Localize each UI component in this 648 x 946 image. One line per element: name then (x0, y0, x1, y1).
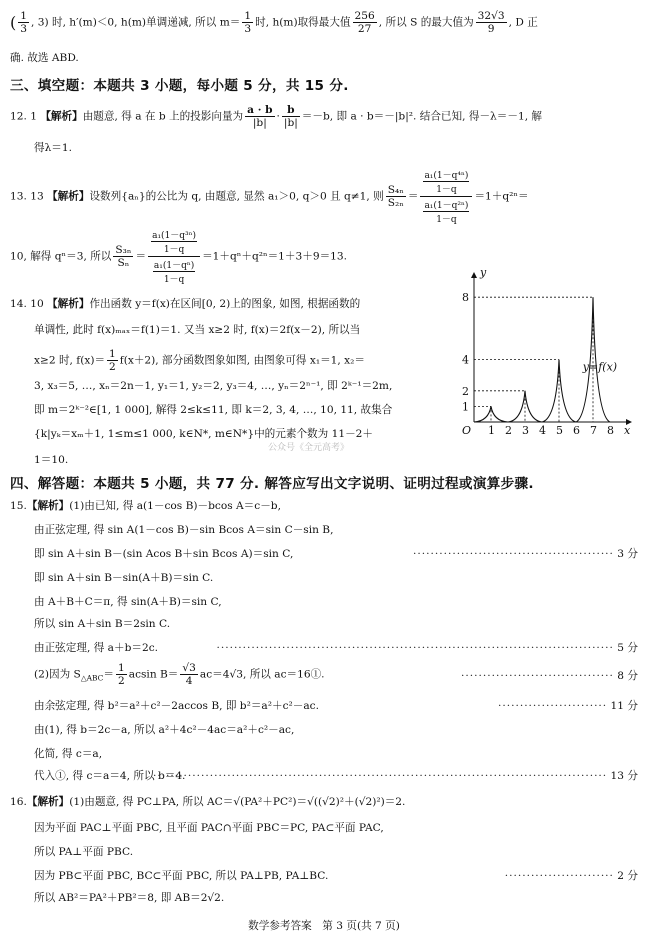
x-tick-label: 1 (488, 424, 495, 437)
section-3-title: 三、填空题：本题共 3 小题，每小题 5 分，共 15 分. (10, 78, 349, 94)
q15-line-11: 化简, 得 c＝a, (34, 748, 103, 760)
q16-line-4: 因为 PB⊂平面 PBC, BC⊂平面 PBC, 所以 PA⊥PB, PA⊥BC. (34, 870, 329, 882)
q15-score-11: ························· 11 分 (497, 700, 638, 712)
page-footer: 数学参考答案 第 3 页(共 7 页) (248, 920, 400, 932)
y-tick-label: 8 (462, 291, 469, 305)
top-line-2: 确. 故选 ABD. (10, 52, 79, 64)
y-tick-label: 1 (462, 400, 469, 414)
x-tick-label: 6 (573, 424, 580, 437)
q14-line-3: x≥2 时, f(x)＝ $\frac{1}{2}$ f(x＋2), 部分函数图象如图, 由图象可得 x₁＝1, x₂＝ (34, 348, 365, 373)
q15-line-2: 由正弦定理, 得 sin A(1－cos B)－sin Bcos A＝sin C－sin B, (34, 524, 334, 536)
q15-score-5: ··························································································· 5 分 (216, 642, 638, 654)
q15-line-12: 代入①, 得 c＝a＝4, 所以 b＝4. (34, 770, 186, 782)
q12-line-2: 得λ＝1. (34, 142, 73, 154)
x-tick-label: 3 (522, 424, 529, 437)
origin-label: O (462, 424, 472, 437)
q12-line-1: 12. 1 【解析】由题意, 得 a 在 b 上的投影向量为 $\frac{a \cdot b}{|b|}$ · $\frac{b}{|b|}$ ＝－b, 即 a · b＝－|b|². 结合已知, 得－λ＝－1, 解 (10, 104, 543, 129)
x-tick-label: 7 (590, 424, 597, 437)
q15-line-5: 由 A＋B＋C＝π, 得 sin(A＋B)＝sin C, (34, 596, 222, 608)
function-graph (452, 264, 644, 442)
x-tick-label: 8 (607, 424, 614, 437)
q14-line-6: {k|yₖ＝xₘ＋1, 1≤m≤1 000, k∈N*, m∈N*}中的元素个数为 11－2＋ (34, 428, 373, 440)
q15-line-9: 由余弦定理, 得 b²＝a²＋c²－2accos B, 即 b²＝a²＋c²－ac. (34, 700, 319, 712)
q15-line-1: 15.【解析】(1)由已知, 得 a(1－cos B)－bcos A＝c－b, (10, 500, 281, 512)
q15-line-10: 由(1), 得 b＝2c－a, 所以 a²＋4c²－4ac＝a²＋c²－ac, (34, 724, 295, 736)
q15-line-6: 所以 sin A＋sin B＝2sin C. (34, 618, 171, 630)
q14-line-4: 3, x₃＝5, …, xₙ＝2n－1, y₁＝1, y₂＝2, y₃＝4, …, yₙ＝2ⁿ⁻¹, 即 2ᵏ⁻¹＝2m, (34, 380, 393, 392)
q15-line-3: 即 sin A＋sin B－(sin Acos B＋sin Bcos A)＝sin C, (34, 548, 294, 560)
y-tick-label: 4 (462, 353, 469, 367)
q15-line-8: (2)因为 $S_{\triangle ABC}=$ $\frac{1}{2}$ acsin B＝ $\frac{√3}{4}$ ac＝4√3, 所以 ac＝16①. (34, 662, 325, 687)
q16-line-5: 所以 AB²＝PA²＋PB²＝8, 即 AB＝2√2. (34, 892, 225, 904)
q15-score-13: ········································································································ 13 分 (152, 770, 638, 782)
q16-line-2: 因为平面 PAC⊥平面 PBC, 且平面 PAC∩平面 PBC＝PC, PA⊂平面 PAC, (34, 822, 384, 834)
q15-score-8: ··································· 8 分 (461, 670, 638, 682)
q16-score-2: ························· 2 分 (504, 870, 638, 882)
top-line-1: ( $\frac{1}{3}$ , 3) 时, h′(m)＜0, h(m)单调递减, 所以 m＝ $\frac{1}{3}$ 时, h(m)取得最大值 $\frac{256}{27}$ , 所以 S 的最大值为 $\frac{32√3}{9}$ , D 正 (10, 10, 538, 35)
q14-line-2: 单调性, 此时 f(x)ₘₐₓ＝f(1)＝1. 又当 x≥2 时, f(x)＝2f(x－2), 所以当 (34, 324, 361, 336)
section-4-title: 四、解答题：本题共 5 小题，共 77 分. 解答应写出文字说明、证明过程或演算步骤. (10, 476, 534, 492)
q16-line-1: 16.【解析】(1)由题意, 得 PC⊥PA, 所以 AC＝√(PA²＋PC²)＝√((√2)²＋(√2)²)＝2. (10, 796, 406, 808)
q15-line-4: 即 sin A＋sin B－sin(A＋B)＝sin C. (34, 572, 214, 584)
x-axis-label: x (624, 424, 631, 437)
q14-line-5: 即 m＝2ᵏ⁻²∈[1, 1 000], 解得 2≤k≤11, 即 k＝2, 3, 4, …, 10, 11, 故集合 (34, 404, 393, 416)
x-tick-label: 5 (556, 424, 563, 437)
x-tick-label: 2 (505, 424, 512, 437)
q15-line-7: 由正弦定理, 得 a＋b＝2c. (34, 642, 158, 654)
q15-score-3: ·············································· 3 分 (413, 548, 638, 560)
x-tick-label: 4 (539, 424, 546, 437)
q14-line-1: 14. 10 【解析】作出函数 y＝f(x)在区间[0, 2)上的图象, 如图, 根据函数的 (10, 298, 361, 310)
watermark: 公众号《全元高考》 (268, 443, 350, 453)
q13-line-1: 13. 13 【解析】设数列{aₙ}的公比为 q, 由题意, 显然 a₁＞0, q＞0 且 q≠1, 则 $\frac{\text{S₄ₙ}}{\text{S₂ₙ}}$ ＝ $\frac{\frac{\text{a₁(1－q⁴ⁿ)}}{1-q}}{\frac{\text{a₁(1－q²ⁿ)}}{1-q}}$ ＝1＋q²ⁿ＝ (10, 168, 638, 225)
y-axis-arrow (471, 272, 477, 278)
q14-line-7: 1＝10. (34, 454, 69, 466)
curve-label: y=f(x) (582, 360, 618, 374)
q16-line-3: 所以 PA⊥平面 PBC. (34, 846, 134, 858)
y-tick-label: 2 (462, 384, 469, 398)
q13-line-2: 10, 解得 qⁿ＝3, 所以 $\frac{\text{S₃ₙ}}{\text{Sₙ}}$ ＝ $\frac{\frac{\text{a₁(1－q³ⁿ)}}{1-q}}{\frac{\text{a₁(1－qⁿ)}}{1-q}}$ ＝1＋qⁿ＋q²ⁿ＝1＋3＋9＝13. (10, 228, 638, 285)
y-axis-label: y (480, 266, 487, 279)
